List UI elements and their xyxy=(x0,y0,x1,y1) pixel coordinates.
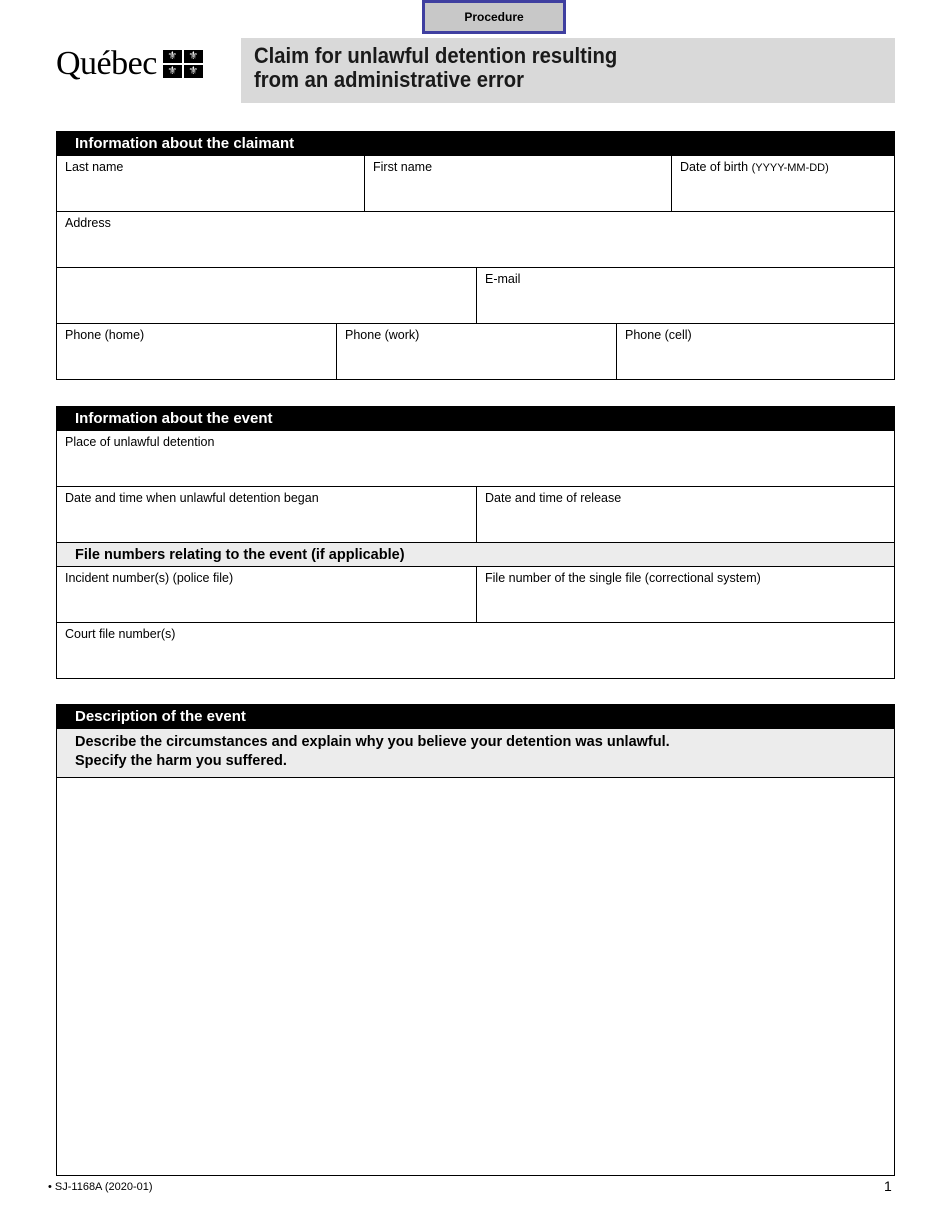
address-cell xyxy=(57,212,894,267)
email-label: E-mail xyxy=(485,272,521,286)
description-instructions xyxy=(57,729,894,778)
last-name-label: Last name xyxy=(65,160,124,174)
dob-label: Date of birth xyxy=(680,160,749,174)
email-cell xyxy=(476,268,894,323)
place-input[interactable] xyxy=(65,455,886,477)
release-input[interactable] xyxy=(485,511,886,533)
quebec-logo xyxy=(56,44,203,84)
release-label: Date and time of release xyxy=(485,491,622,505)
single-file-cell xyxy=(476,567,894,622)
place-cell xyxy=(57,431,894,486)
description-section xyxy=(56,704,895,1176)
court-cell xyxy=(57,623,894,678)
began-input[interactable] xyxy=(65,511,468,533)
incident-cell xyxy=(57,567,476,622)
place-row xyxy=(57,431,894,486)
event-heading: Information about the event xyxy=(57,407,894,431)
address-label: Address xyxy=(65,216,111,230)
page-number: 1 xyxy=(884,1178,892,1194)
dates-row xyxy=(57,486,894,542)
single-file-input[interactable] xyxy=(485,591,886,613)
place-label: Place of unlawful detention xyxy=(65,435,215,449)
form-title xyxy=(241,38,895,103)
incident-label: Incident number(s) (police file) xyxy=(65,571,234,585)
description-textarea[interactable] xyxy=(57,778,894,1175)
first-name-label: First name xyxy=(373,160,433,174)
description-instruction-line2: Specify the harm you suffered. xyxy=(75,753,287,769)
began-cell xyxy=(57,487,476,542)
fleur-de-lis-flag-icon xyxy=(163,50,203,78)
court-label: Court file number(s) xyxy=(65,627,176,641)
phone-cell-label: Phone (cell) xyxy=(625,328,692,342)
phone-work-cell xyxy=(336,324,616,379)
form-title-line2: from an administrative error xyxy=(254,67,524,92)
email-input[interactable] xyxy=(485,292,886,314)
name-row xyxy=(57,156,894,211)
phone-work-input[interactable] xyxy=(345,348,608,370)
single-file-label: File number of the single file (correctional system) xyxy=(485,571,761,585)
event-section xyxy=(56,406,895,679)
logo-wordmark: Québec xyxy=(56,45,157,82)
phone-work-label: Phone (work) xyxy=(345,328,420,342)
release-cell xyxy=(476,487,894,542)
court-row xyxy=(57,622,894,678)
phone-home-cell xyxy=(57,324,336,379)
form-title-line1: Claim for unlawful detention resulting xyxy=(254,43,618,68)
first-name-cell xyxy=(364,156,671,211)
description-heading: Description of the event xyxy=(57,705,894,729)
file-numbers-row xyxy=(57,566,894,622)
address-email-row xyxy=(57,267,894,323)
procedure-button[interactable] xyxy=(422,0,566,34)
phone-home-label: Phone (home) xyxy=(65,328,145,342)
last-name-cell xyxy=(57,156,364,211)
procedure-button-label: Procedure xyxy=(464,10,524,24)
dob-cell xyxy=(671,156,894,211)
file-numbers-heading: File numbers relating to the event (if applicable) xyxy=(57,542,894,566)
address-line2-input[interactable] xyxy=(65,290,468,312)
began-label: Date and time when unlawful detention began xyxy=(65,491,319,505)
address-line2-cell xyxy=(57,268,476,323)
claimant-heading: Information about the claimant xyxy=(57,132,894,156)
court-input[interactable] xyxy=(65,647,886,669)
first-name-input[interactable] xyxy=(373,180,663,202)
incident-input[interactable] xyxy=(65,591,468,613)
claimant-section xyxy=(56,131,895,380)
phone-row xyxy=(57,323,894,379)
form-code: • SJ-1168A (2020-01) xyxy=(48,1181,153,1193)
dob-input[interactable] xyxy=(680,180,886,202)
address-input[interactable] xyxy=(65,236,886,258)
phone-home-input[interactable] xyxy=(65,348,328,370)
description-instruction-line1: Describe the circumstances and explain why you believe your detention was unlawful. xyxy=(75,734,670,750)
address-row xyxy=(57,211,894,267)
dob-hint: (YYYY-MM-DD) xyxy=(751,162,829,174)
phone-cell-cell xyxy=(616,324,894,379)
last-name-input[interactable] xyxy=(65,180,356,202)
phone-cell-input[interactable] xyxy=(625,348,886,370)
